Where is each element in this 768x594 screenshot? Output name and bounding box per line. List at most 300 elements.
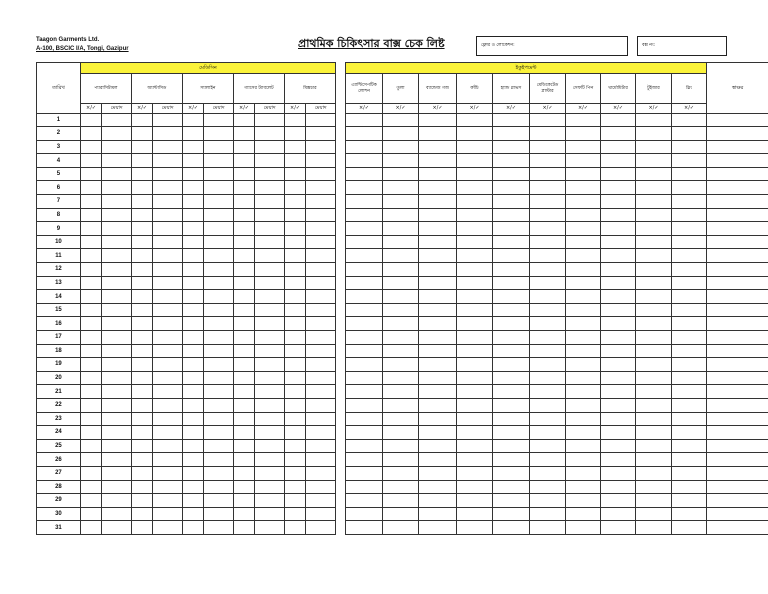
entry-cell[interactable] <box>153 439 183 453</box>
location-field[interactable] <box>476 36 628 56</box>
entry-cell[interactable] <box>153 344 183 358</box>
entry-cell[interactable] <box>204 480 234 494</box>
entry-cell[interactable] <box>601 154 636 168</box>
entry-cell[interactable] <box>601 398 636 412</box>
entry-cell[interactable] <box>566 303 601 317</box>
entry-cell[interactable] <box>255 494 285 508</box>
entry-cell[interactable] <box>80 426 101 440</box>
entry-cell[interactable] <box>566 453 601 467</box>
entry-cell[interactable] <box>566 494 601 508</box>
entry-cell[interactable] <box>383 249 419 263</box>
entry-cell[interactable] <box>182 317 203 331</box>
entry-cell[interactable] <box>457 195 493 209</box>
entry-cell[interactable] <box>346 453 383 467</box>
entry-cell[interactable] <box>153 113 183 127</box>
entry-cell[interactable] <box>672 317 707 331</box>
entry-cell[interactable] <box>636 412 672 426</box>
entry-cell[interactable] <box>601 263 636 277</box>
entry-cell[interactable] <box>383 235 419 249</box>
entry-cell[interactable] <box>131 426 152 440</box>
entry-cell[interactable] <box>419 263 457 277</box>
box-number-field[interactable] <box>637 36 727 56</box>
entry-cell[interactable] <box>672 127 707 141</box>
entry-cell[interactable] <box>636 140 672 154</box>
entry-cell[interactable] <box>233 358 254 372</box>
entry-cell[interactable] <box>566 521 601 535</box>
entry-cell[interactable] <box>636 249 672 263</box>
entry-cell[interactable] <box>102 317 132 331</box>
entry-cell[interactable] <box>419 494 457 508</box>
entry-cell[interactable] <box>284 249 305 263</box>
entry-cell[interactable] <box>204 113 234 127</box>
entry-cell[interactable] <box>102 127 132 141</box>
entry-cell[interactable] <box>493 521 530 535</box>
entry-cell[interactable] <box>233 412 254 426</box>
entry-cell[interactable] <box>419 439 457 453</box>
entry-cell[interactable] <box>457 426 493 440</box>
entry-cell[interactable] <box>233 371 254 385</box>
entry-cell[interactable] <box>102 181 132 195</box>
entry-cell[interactable] <box>182 303 203 317</box>
entry-cell[interactable] <box>601 426 636 440</box>
entry-cell[interactable] <box>530 276 566 290</box>
entry-cell[interactable] <box>153 412 183 426</box>
entry-cell[interactable] <box>383 127 419 141</box>
signature-cell[interactable] <box>707 466 768 480</box>
entry-cell[interactable] <box>284 235 305 249</box>
entry-cell[interactable] <box>131 127 152 141</box>
entry-cell[interactable] <box>493 208 530 222</box>
entry-cell[interactable] <box>493 154 530 168</box>
entry-cell[interactable] <box>493 344 530 358</box>
entry-cell[interactable] <box>233 466 254 480</box>
entry-cell[interactable] <box>457 331 493 345</box>
entry-cell[interactable] <box>306 208 336 222</box>
entry-cell[interactable] <box>672 167 707 181</box>
entry-cell[interactable] <box>102 195 132 209</box>
entry-cell[interactable] <box>284 494 305 508</box>
entry-cell[interactable] <box>131 412 152 426</box>
entry-cell[interactable] <box>80 317 101 331</box>
entry-cell[interactable] <box>493 276 530 290</box>
entry-cell[interactable] <box>131 439 152 453</box>
entry-cell[interactable] <box>204 317 234 331</box>
entry-cell[interactable] <box>306 507 336 521</box>
entry-cell[interactable] <box>102 358 132 372</box>
entry-cell[interactable] <box>182 167 203 181</box>
entry-cell[interactable] <box>457 235 493 249</box>
entry-cell[interactable] <box>284 412 305 426</box>
entry-cell[interactable] <box>182 494 203 508</box>
entry-cell[interactable] <box>530 507 566 521</box>
entry-cell[interactable] <box>306 317 336 331</box>
entry-cell[interactable] <box>182 371 203 385</box>
entry-cell[interactable] <box>636 494 672 508</box>
entry-cell[interactable] <box>383 263 419 277</box>
entry-cell[interactable] <box>233 195 254 209</box>
entry-cell[interactable] <box>346 208 383 222</box>
entry-cell[interactable] <box>672 521 707 535</box>
entry-cell[interactable] <box>530 290 566 304</box>
entry-cell[interactable] <box>153 494 183 508</box>
entry-cell[interactable] <box>80 290 101 304</box>
entry-cell[interactable] <box>153 249 183 263</box>
entry-cell[interactable] <box>204 222 234 236</box>
entry-cell[interactable] <box>566 167 601 181</box>
entry-cell[interactable] <box>383 140 419 154</box>
signature-cell[interactable] <box>707 358 768 372</box>
entry-cell[interactable] <box>419 249 457 263</box>
entry-cell[interactable] <box>284 331 305 345</box>
entry-cell[interactable] <box>493 453 530 467</box>
entry-cell[interactable] <box>636 453 672 467</box>
entry-cell[interactable] <box>672 235 707 249</box>
entry-cell[interactable] <box>493 426 530 440</box>
signature-cell[interactable] <box>707 521 768 535</box>
entry-cell[interactable] <box>601 480 636 494</box>
entry-cell[interactable] <box>636 344 672 358</box>
entry-cell[interactable] <box>204 290 234 304</box>
entry-cell[interactable] <box>102 521 132 535</box>
entry-cell[interactable] <box>255 303 285 317</box>
signature-cell[interactable] <box>707 412 768 426</box>
entry-cell[interactable] <box>80 276 101 290</box>
entry-cell[interactable] <box>306 127 336 141</box>
entry-cell[interactable] <box>306 303 336 317</box>
entry-cell[interactable] <box>601 317 636 331</box>
entry-cell[interactable] <box>102 154 132 168</box>
entry-cell[interactable] <box>255 235 285 249</box>
entry-cell[interactable] <box>284 398 305 412</box>
entry-cell[interactable] <box>636 426 672 440</box>
entry-cell[interactable] <box>346 521 383 535</box>
entry-cell[interactable] <box>233 331 254 345</box>
entry-cell[interactable] <box>233 453 254 467</box>
entry-cell[interactable] <box>566 344 601 358</box>
entry-cell[interactable] <box>255 358 285 372</box>
entry-cell[interactable] <box>131 521 152 535</box>
entry-cell[interactable] <box>566 385 601 399</box>
entry-cell[interactable] <box>530 263 566 277</box>
entry-cell[interactable] <box>255 113 285 127</box>
entry-cell[interactable] <box>383 167 419 181</box>
signature-cell[interactable] <box>707 195 768 209</box>
entry-cell[interactable] <box>636 480 672 494</box>
entry-cell[interactable] <box>182 412 203 426</box>
entry-cell[interactable] <box>233 127 254 141</box>
entry-cell[interactable] <box>457 480 493 494</box>
entry-cell[interactable] <box>493 222 530 236</box>
entry-cell[interactable] <box>182 140 203 154</box>
entry-cell[interactable] <box>153 331 183 345</box>
entry-cell[interactable] <box>204 140 234 154</box>
entry-cell[interactable] <box>182 290 203 304</box>
entry-cell[interactable] <box>419 195 457 209</box>
entry-cell[interactable] <box>601 453 636 467</box>
entry-cell[interactable] <box>131 249 152 263</box>
entry-cell[interactable] <box>636 358 672 372</box>
entry-cell[interactable] <box>204 494 234 508</box>
entry-cell[interactable] <box>306 195 336 209</box>
entry-cell[interactable] <box>204 426 234 440</box>
entry-cell[interactable] <box>566 113 601 127</box>
entry-cell[interactable] <box>153 385 183 399</box>
entry-cell[interactable] <box>493 371 530 385</box>
entry-cell[interactable] <box>102 208 132 222</box>
entry-cell[interactable] <box>306 290 336 304</box>
entry-cell[interactable] <box>284 290 305 304</box>
signature-cell[interactable] <box>707 480 768 494</box>
entry-cell[interactable] <box>530 113 566 127</box>
entry-cell[interactable] <box>204 303 234 317</box>
entry-cell[interactable] <box>182 263 203 277</box>
entry-cell[interactable] <box>419 358 457 372</box>
entry-cell[interactable] <box>102 385 132 399</box>
signature-cell[interactable] <box>707 263 768 277</box>
entry-cell[interactable] <box>102 222 132 236</box>
entry-cell[interactable] <box>102 507 132 521</box>
entry-cell[interactable] <box>255 154 285 168</box>
entry-cell[interactable] <box>566 154 601 168</box>
entry-cell[interactable] <box>284 276 305 290</box>
entry-cell[interactable] <box>346 317 383 331</box>
entry-cell[interactable] <box>530 208 566 222</box>
entry-cell[interactable] <box>306 358 336 372</box>
entry-cell[interactable] <box>102 303 132 317</box>
entry-cell[interactable] <box>80 331 101 345</box>
entry-cell[interactable] <box>80 113 101 127</box>
entry-cell[interactable] <box>566 235 601 249</box>
entry-cell[interactable] <box>383 453 419 467</box>
entry-cell[interactable] <box>419 181 457 195</box>
entry-cell[interactable] <box>153 358 183 372</box>
entry-cell[interactable] <box>493 113 530 127</box>
entry-cell[interactable] <box>419 412 457 426</box>
entry-cell[interactable] <box>636 222 672 236</box>
entry-cell[interactable] <box>636 521 672 535</box>
entry-cell[interactable] <box>457 113 493 127</box>
entry-cell[interactable] <box>383 507 419 521</box>
entry-cell[interactable] <box>182 507 203 521</box>
entry-cell[interactable] <box>131 453 152 467</box>
entry-cell[interactable] <box>672 507 707 521</box>
entry-cell[interactable] <box>530 426 566 440</box>
entry-cell[interactable] <box>306 385 336 399</box>
entry-cell[interactable] <box>80 344 101 358</box>
entry-cell[interactable] <box>102 494 132 508</box>
entry-cell[interactable] <box>566 480 601 494</box>
entry-cell[interactable] <box>80 398 101 412</box>
entry-cell[interactable] <box>672 398 707 412</box>
entry-cell[interactable] <box>306 263 336 277</box>
entry-cell[interactable] <box>346 358 383 372</box>
entry-cell[interactable] <box>284 480 305 494</box>
entry-cell[interactable] <box>636 208 672 222</box>
entry-cell[interactable] <box>530 181 566 195</box>
entry-cell[interactable] <box>306 480 336 494</box>
entry-cell[interactable] <box>530 235 566 249</box>
entry-cell[interactable] <box>346 154 383 168</box>
entry-cell[interactable] <box>636 154 672 168</box>
entry-cell[interactable] <box>102 426 132 440</box>
entry-cell[interactable] <box>131 290 152 304</box>
entry-cell[interactable] <box>131 235 152 249</box>
entry-cell[interactable] <box>255 480 285 494</box>
entry-cell[interactable] <box>419 453 457 467</box>
entry-cell[interactable] <box>182 208 203 222</box>
signature-cell[interactable] <box>707 290 768 304</box>
entry-cell[interactable] <box>204 263 234 277</box>
entry-cell[interactable] <box>306 249 336 263</box>
entry-cell[interactable] <box>672 154 707 168</box>
entry-cell[interactable] <box>601 466 636 480</box>
entry-cell[interactable] <box>636 507 672 521</box>
entry-cell[interactable] <box>80 494 101 508</box>
signature-cell[interactable] <box>707 331 768 345</box>
entry-cell[interactable] <box>182 439 203 453</box>
entry-cell[interactable] <box>80 521 101 535</box>
signature-cell[interactable] <box>707 127 768 141</box>
entry-cell[interactable] <box>383 208 419 222</box>
entry-cell[interactable] <box>255 466 285 480</box>
signature-cell[interactable] <box>707 249 768 263</box>
entry-cell[interactable] <box>284 140 305 154</box>
entry-cell[interactable] <box>182 466 203 480</box>
signature-cell[interactable] <box>707 303 768 317</box>
entry-cell[interactable] <box>284 222 305 236</box>
entry-cell[interactable] <box>383 303 419 317</box>
entry-cell[interactable] <box>672 412 707 426</box>
entry-cell[interactable] <box>601 412 636 426</box>
entry-cell[interactable] <box>419 331 457 345</box>
entry-cell[interactable] <box>457 439 493 453</box>
signature-cell[interactable] <box>707 385 768 399</box>
entry-cell[interactable] <box>80 507 101 521</box>
entry-cell[interactable] <box>601 331 636 345</box>
entry-cell[interactable] <box>457 140 493 154</box>
entry-cell[interactable] <box>80 154 101 168</box>
entry-cell[interactable] <box>530 453 566 467</box>
entry-cell[interactable] <box>419 317 457 331</box>
entry-cell[interactable] <box>80 127 101 141</box>
entry-cell[interactable] <box>672 331 707 345</box>
entry-cell[interactable] <box>182 276 203 290</box>
entry-cell[interactable] <box>284 466 305 480</box>
entry-cell[interactable] <box>284 439 305 453</box>
entry-cell[interactable] <box>493 398 530 412</box>
entry-cell[interactable] <box>284 263 305 277</box>
entry-cell[interactable] <box>636 195 672 209</box>
entry-cell[interactable] <box>601 494 636 508</box>
entry-cell[interactable] <box>153 466 183 480</box>
entry-cell[interactable] <box>636 385 672 399</box>
entry-cell[interactable] <box>672 249 707 263</box>
entry-cell[interactable] <box>383 195 419 209</box>
entry-cell[interactable] <box>306 154 336 168</box>
entry-cell[interactable] <box>346 507 383 521</box>
entry-cell[interactable] <box>346 140 383 154</box>
entry-cell[interactable] <box>80 480 101 494</box>
entry-cell[interactable] <box>530 398 566 412</box>
entry-cell[interactable] <box>306 466 336 480</box>
entry-cell[interactable] <box>601 222 636 236</box>
entry-cell[interactable] <box>306 521 336 535</box>
entry-cell[interactable] <box>493 249 530 263</box>
entry-cell[interactable] <box>204 371 234 385</box>
entry-cell[interactable] <box>566 140 601 154</box>
entry-cell[interactable] <box>346 167 383 181</box>
entry-cell[interactable] <box>636 167 672 181</box>
entry-cell[interactable] <box>383 181 419 195</box>
entry-cell[interactable] <box>182 235 203 249</box>
entry-cell[interactable] <box>346 466 383 480</box>
entry-cell[interactable] <box>346 426 383 440</box>
entry-cell[interactable] <box>530 127 566 141</box>
entry-cell[interactable] <box>457 344 493 358</box>
entry-cell[interactable] <box>102 466 132 480</box>
entry-cell[interactable] <box>636 439 672 453</box>
entry-cell[interactable] <box>493 195 530 209</box>
entry-cell[interactable] <box>493 181 530 195</box>
entry-cell[interactable] <box>182 426 203 440</box>
entry-cell[interactable] <box>346 439 383 453</box>
entry-cell[interactable] <box>419 507 457 521</box>
entry-cell[interactable] <box>284 344 305 358</box>
entry-cell[interactable] <box>566 263 601 277</box>
entry-cell[interactable] <box>419 371 457 385</box>
entry-cell[interactable] <box>153 140 183 154</box>
signature-cell[interactable] <box>707 344 768 358</box>
entry-cell[interactable] <box>306 181 336 195</box>
entry-cell[interactable] <box>419 480 457 494</box>
entry-cell[interactable] <box>255 331 285 345</box>
entry-cell[interactable] <box>636 466 672 480</box>
entry-cell[interactable] <box>204 344 234 358</box>
entry-cell[interactable] <box>204 453 234 467</box>
entry-cell[interactable] <box>153 480 183 494</box>
entry-cell[interactable] <box>284 507 305 521</box>
entry-cell[interactable] <box>255 412 285 426</box>
entry-cell[interactable] <box>383 385 419 399</box>
entry-cell[interactable] <box>102 398 132 412</box>
entry-cell[interactable] <box>306 331 336 345</box>
signature-cell[interactable] <box>707 140 768 154</box>
entry-cell[interactable] <box>80 222 101 236</box>
entry-cell[interactable] <box>204 195 234 209</box>
entry-cell[interactable] <box>233 263 254 277</box>
entry-cell[interactable] <box>131 344 152 358</box>
entry-cell[interactable] <box>80 303 101 317</box>
entry-cell[interactable] <box>255 249 285 263</box>
entry-cell[interactable] <box>204 127 234 141</box>
entry-cell[interactable] <box>419 140 457 154</box>
entry-cell[interactable] <box>346 412 383 426</box>
entry-cell[interactable] <box>131 222 152 236</box>
entry-cell[interactable] <box>306 494 336 508</box>
entry-cell[interactable] <box>530 222 566 236</box>
signature-cell[interactable] <box>707 439 768 453</box>
entry-cell[interactable] <box>80 412 101 426</box>
entry-cell[interactable] <box>672 181 707 195</box>
entry-cell[interactable] <box>306 439 336 453</box>
entry-cell[interactable] <box>131 276 152 290</box>
entry-cell[interactable] <box>284 127 305 141</box>
entry-cell[interactable] <box>346 127 383 141</box>
entry-cell[interactable] <box>493 385 530 399</box>
entry-cell[interactable] <box>233 385 254 399</box>
entry-cell[interactable] <box>233 303 254 317</box>
entry-cell[interactable] <box>383 331 419 345</box>
